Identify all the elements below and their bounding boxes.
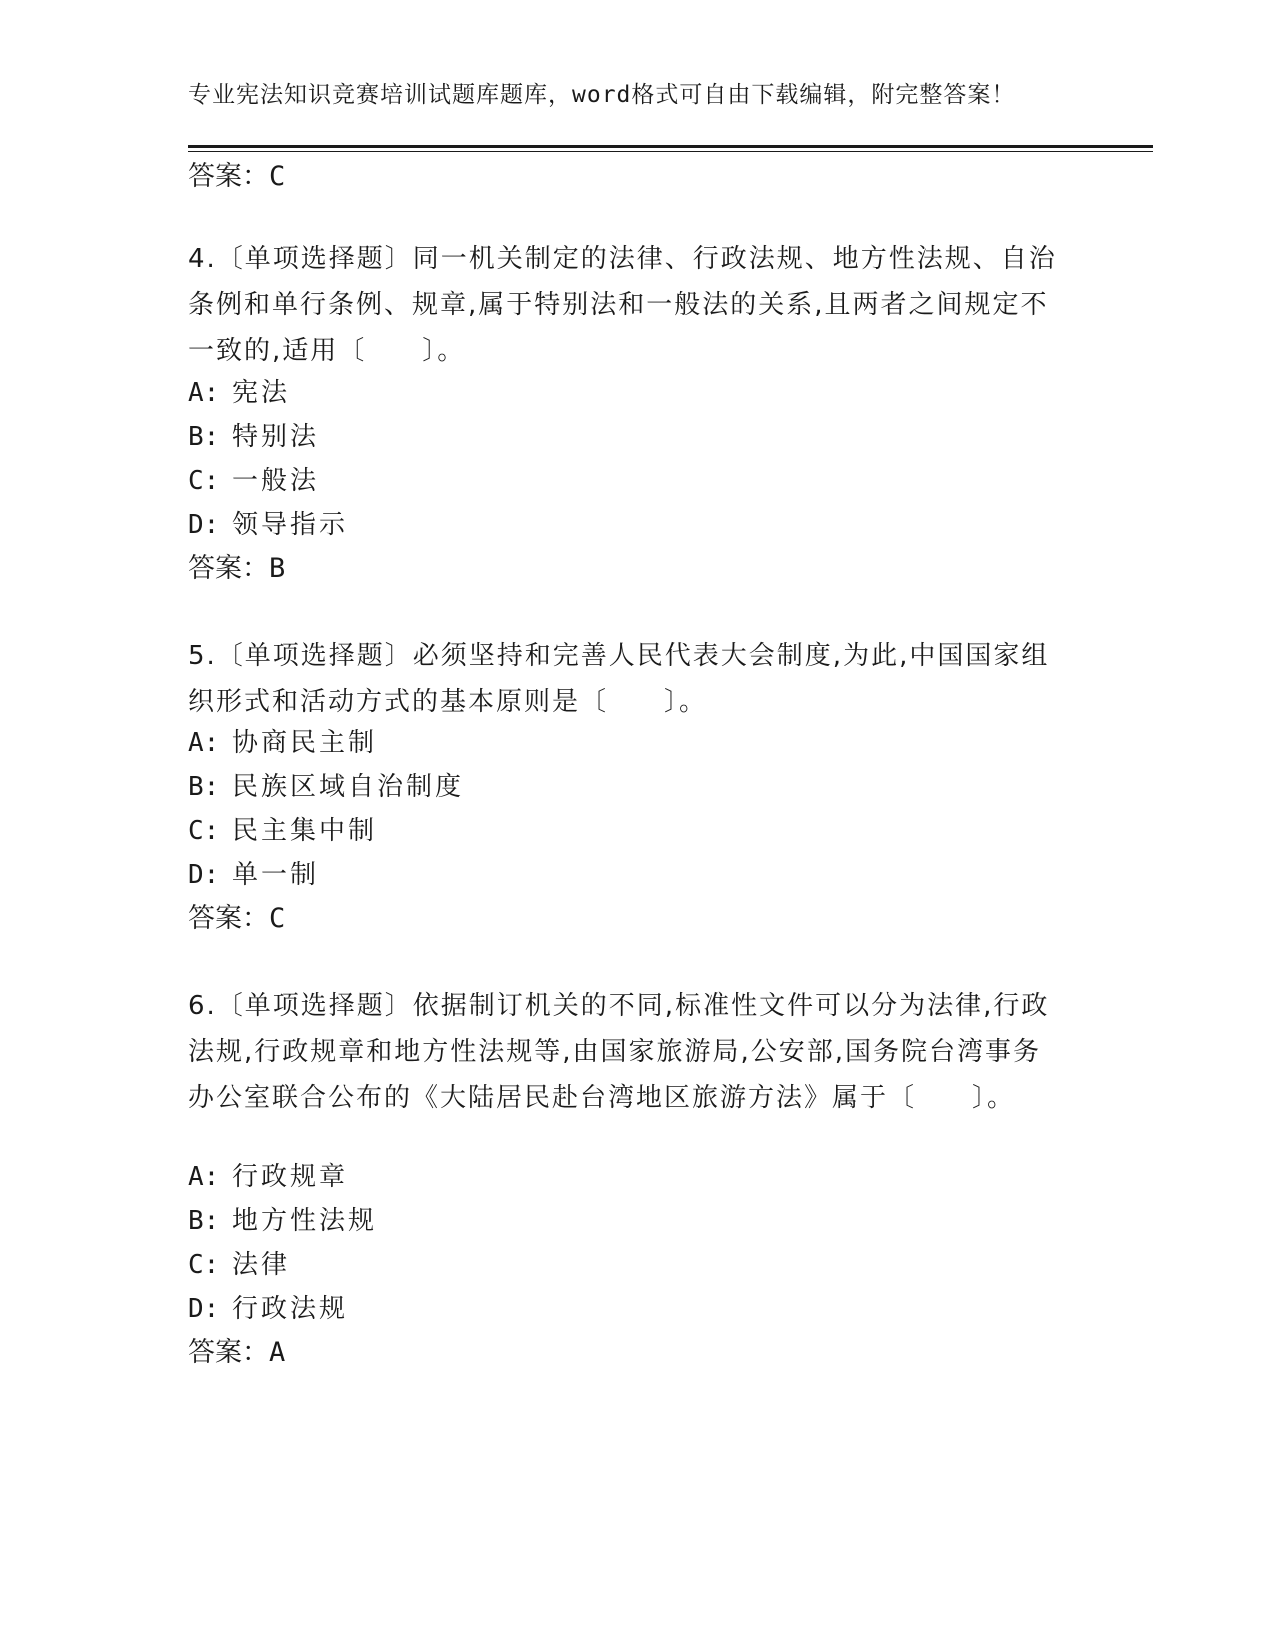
answer-line bbox=[188, 546, 285, 585]
answer-line bbox=[188, 896, 285, 935]
option-text: 法律 bbox=[232, 1250, 291, 1280]
option-letter: D: bbox=[188, 860, 220, 890]
option-text: 一般法 bbox=[232, 466, 320, 496]
answer-label: 答案： bbox=[188, 161, 269, 192]
option-text: 行政法规 bbox=[232, 1294, 349, 1324]
option-letter: A: bbox=[188, 378, 220, 408]
option-a bbox=[188, 1156, 348, 1193]
option-letter: A: bbox=[188, 1162, 220, 1192]
answer-line bbox=[188, 154, 285, 193]
page-header: 专业宪法知识竞赛培训试题库题库，word格式可自由下载编辑，附完整答案！ bbox=[188, 82, 1016, 108]
option-text: 民主集中制 bbox=[232, 816, 378, 846]
option-d bbox=[188, 854, 319, 891]
answer-value: A bbox=[269, 1337, 286, 1368]
option-a bbox=[188, 372, 290, 409]
option-b bbox=[188, 416, 319, 453]
answer-value: B bbox=[269, 553, 286, 584]
option-text: 特别法 bbox=[232, 422, 320, 452]
option-text: 单一制 bbox=[232, 860, 320, 890]
option-letter: C: bbox=[188, 466, 220, 496]
answer-label: 答案： bbox=[188, 903, 269, 934]
option-text: 领导指示 bbox=[232, 510, 349, 540]
option-text: 地方性法规 bbox=[232, 1206, 378, 1236]
question-6-text: 6.〔单项选择题〕依据制订机关的不同,标准性文件可以分为法律,行政法规,行政规章和地方性法规等,由国家旅游局,公安部,国务院台湾事务办公室联合公布的《大陆居民赴台湾地区旅游方法》属于〔 〕。 bbox=[188, 991, 1050, 1113]
answer-value: C bbox=[269, 903, 286, 934]
option-letter: D: bbox=[188, 1294, 220, 1324]
option-b bbox=[188, 766, 464, 803]
header-divider-thin bbox=[188, 151, 1153, 152]
option-c bbox=[188, 460, 319, 497]
option-letter: B: bbox=[188, 422, 220, 452]
option-letter: B: bbox=[188, 1206, 220, 1236]
option-letter: C: bbox=[188, 1250, 220, 1280]
option-a bbox=[188, 722, 377, 759]
option-text: 行政规章 bbox=[232, 1162, 349, 1192]
answer-value: C bbox=[269, 161, 286, 192]
answer-label: 答案： bbox=[188, 1337, 269, 1368]
question-5-text: 5.〔单项选择题〕必须坚持和完善人民代表大会制度,为此,中国国家组织形式和活动方式的基本原则是〔 〕。 bbox=[188, 641, 1050, 717]
option-d bbox=[188, 1288, 348, 1325]
answer-line bbox=[188, 1330, 285, 1369]
option-text: 宪法 bbox=[232, 378, 291, 408]
option-letter: D: bbox=[188, 510, 220, 540]
option-letter: B: bbox=[188, 772, 220, 802]
option-b bbox=[188, 1200, 377, 1237]
question-4-text: 4.〔单项选择题〕同一机关制定的法律、行政法规、地方性法规、自治条例和单行条例、规章,属于特别法和一般法的关系,且两者之间规定不一致的,适用〔 〕。 bbox=[188, 244, 1057, 366]
option-letter: C: bbox=[188, 816, 220, 846]
answer-label: 答案： bbox=[188, 553, 269, 584]
header-divider-thick bbox=[188, 145, 1153, 148]
option-d bbox=[188, 504, 348, 541]
option-text: 民族区域自治制度 bbox=[232, 772, 465, 802]
option-text: 协商民主制 bbox=[232, 728, 378, 758]
option-c bbox=[188, 810, 377, 847]
option-c bbox=[188, 1244, 290, 1281]
option-letter: A: bbox=[188, 728, 220, 758]
